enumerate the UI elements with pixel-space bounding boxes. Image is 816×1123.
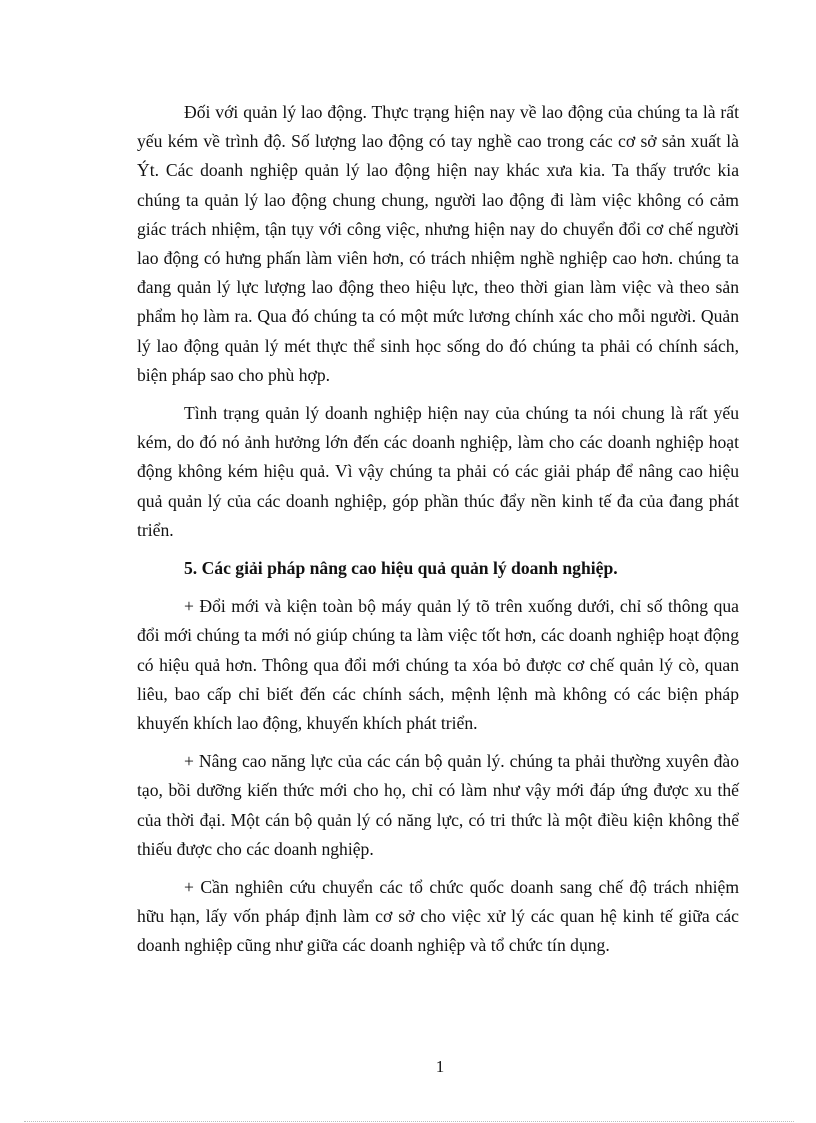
page-bottom-divider	[24, 1121, 794, 1122]
paragraph-solution-renovation: + Đổi mới và kiện toàn bộ máy quản lý tõ trên xuống dưới, chỉ số thông qua đổi mới chúng ta mới nó giúp chúng ta làm việc tốt hơn, các doanh nghiệp hoạt động có hiệu quả hơn. Thông qua đổi mới chúng ta xóa bỏ được cơ chế quản lý cò, quan liêu, bao cấp chỉ biết đến các chính sách, mệnh lệnh mà không có các biện pháp khuyến khích lao động, khuyến khích phát triển.	[137, 596, 739, 734]
section-heading: 5. Các giải pháp nâng cao hiệu quả quản lý doanh nghiệp.	[184, 558, 618, 579]
paragraph-enterprise-status: Tình trạng quản lý doanh nghiệp hiện nay của chúng ta nói chung là rất yếu kém, do đó nó ảnh hưởng lớn đến các doanh nghiệp, làm cho các doanh nghiệp hoạt động không kém hiệu quả. Vì vậy chúng ta phải có các giải pháp để nâng cao hiệu quả quản lý của các doanh nghiệp, góp phần thúc đẩy nền kinh tế đa của đang phát triển.	[137, 403, 739, 540]
paragraph-solution-capacity: + Nâng cao năng lực của các cán bộ quản lý. chúng ta phải thường xuyên đào tạo, bồi dưỡng kiến thức mới cho họ, chỉ có làm như vậy mới đáp ứng được xu thế của thời đại. Một cán bộ quản lý có năng lực, có tri thức là một điều kiện không thể thiếu được cho các doanh nghiệp.	[137, 751, 739, 859]
page-number: 1	[435, 1057, 445, 1076]
paragraph-solution-liability: + Cần nghiên cứu chuyển các tổ chức quốc doanh sang chế độ trách nhiệm hữu hạn, lấy vốn pháp định làm cơ sở cho việc xử lý các quan hệ kinh tế giữa các doanh nghiệp cũng như giữa các doanh nghiệp và tổ chức tín dụng.	[137, 877, 739, 956]
paragraph-labor-management: Đối với quản lý lao động. Thực trạng hiện nay về lao động của chúng ta là rất yếu kém về trình độ. Số lượng lao động có tay nghề cao trong các cơ sở sản xuất là Ýt. Các doanh nghiệp quản lý lao động hiện nay khác xưa kia. Ta thấy trước kia chúng ta quản lý lao động chung chung, người lao động đi làm việc không có cảm giác trách nhiệm, tận tụy với công việc, nhưng hiện nay do chuyển đổi cơ chế người lao động có hưng phấn làm viên hơn, có trách nhiệm nghề nghiệp cao hơn. chúng ta đang quản lý lực lượng lao động theo hiệu lực, theo thời gian làm việc và theo sản phẩm họ làm ra. Qua đó chúng ta có một mức lương chính xác cho mỗi người. Quản lý lao động quản lý mét thực thể sinh học sống do đó chúng ta phải có chính sách, biện pháp sao cho phù hợp.	[137, 102, 739, 385]
document-body	[137, 98, 739, 970]
